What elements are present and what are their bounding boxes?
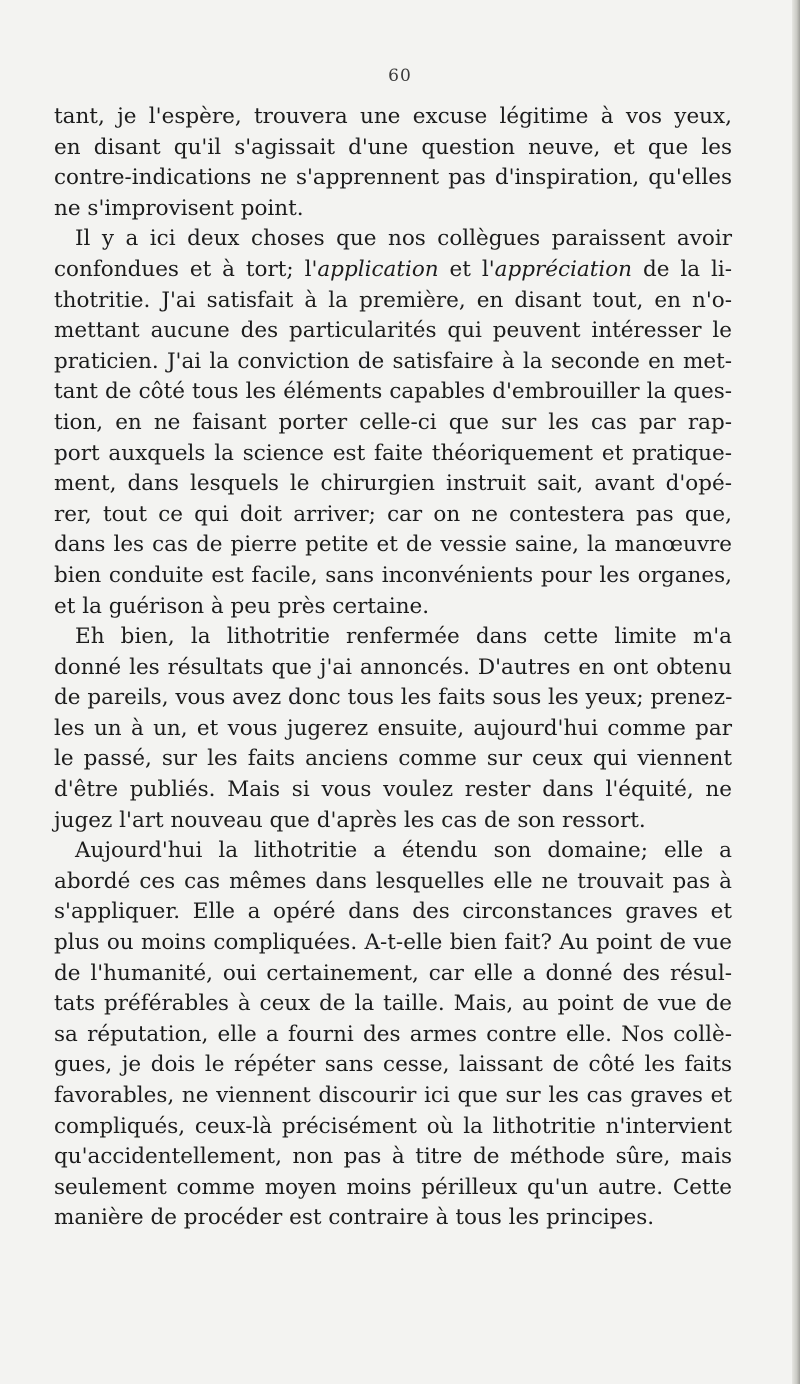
text-line: favorables, ne viennent discourir ici que sur les cas graves et [54,1083,732,1108]
italic-term-application: application [317,256,439,282]
text-line: Aujourd'hui la lithotritie a étendu son domaine; elle a [75,838,732,864]
text-line: manière de procéder est contraire à tous les principes. [54,1205,655,1231]
text-line: tant de côté tous les éléments capables d'embrouiller la ques- [54,379,732,405]
text-line: jugez l'art nouveau que d'après les cas de son ressort. [54,807,646,833]
text-line: dans les cas de pierre petite et de vessie saine, la manœuvre [54,532,732,558]
text-fragment: et l' [438,256,495,282]
text-line: de l'humanité, oui certainement, car elle a donné des résul- [54,960,732,986]
text-line: s'appliquer. Elle a opéré dans des circonstances graves et [54,899,732,925]
text-line: donné les résultats que j'ai annoncés. D'autres en ont obtenu [54,654,732,680]
text-line: d'être publiés. Mais si vous voulez rester dans l'équité, ne [54,777,732,803]
text-line: praticien. J'ai la conviction de satisfaire à la seconde en met- [54,348,732,374]
text-line: Eh bien, la lithotritie renfermée dans cette limite m'a [75,624,732,650]
text-line: tats préférables à ceux de la taille. Mais, au point de vue de [54,991,732,1017]
text-line: thotritie. J'ai satisfait à la première, en disant tout, en n'o- [54,287,732,313]
text-fragment: confondues et à tort; l' [54,256,318,282]
page-edge-shadow [792,0,800,1384]
text-line: sa réputation, elle a fourni des armes contre elle. Nos collè- [54,1021,732,1047]
page-number: 60 [388,66,412,86]
text-line: gues, je dois le répéter sans cesse, laissant de côté les faits [54,1052,732,1078]
text-line-with-italics [54,255,732,286]
text-fragment: de la li- [632,256,732,282]
text-line: qu'accidentellement, non pas à titre de méthode sûre, mais [54,1144,732,1170]
text-line: et la guérison à peu près certaine. [54,593,430,619]
text-line: les un à un, et vous jugerez ensuite, aujourd'hui comme par [54,715,732,741]
text-line: le passé, sur les faits anciens comme sur ceux qui viennent [54,746,732,772]
italic-term-appreciation: appréciation [494,256,633,282]
text-line: compliqués, ceux-là précisément où la lithotritie n'intervient [54,1113,732,1139]
text-line: tion, en ne faisant porter celle-ci que sur les cas par rap- [54,409,732,435]
text-line: plus ou moins compliquées. A-t-elle bien fait? Au point de vue [54,930,732,956]
text-line: port auxquels la science est faite théoriquement et pratique- [54,440,732,466]
text-line: rer, tout ce qui doit arriver; car on ne contestera pas que, [54,501,732,527]
text-line: ne s'improvisent point. [54,195,304,221]
text-line: en disant qu'il s'agissait d'une question neuve, et que les [54,134,732,160]
text-line: Il y a ici deux choses que nos collègues paraissent avoir [75,226,732,252]
text-line: mettant aucune des particularités qui peuvent intéresser le [54,318,732,344]
text-line: seulement comme moyen moins périlleux qu'un autre. Cette [54,1174,732,1200]
text-line: ment, dans lesquels le chirurgien instruit sait, avant d'opé- [54,471,732,497]
text-line: tant, je l'espère, trouvera une excuse légitime à vos yeux, [54,104,732,129]
text-line: bien conduite est facile, sans inconvénients pour les organes, [54,562,732,588]
text-line: abordé ces cas mêmes dans lesquelles elle ne trouvait pas à [54,868,732,894]
text-line: contre-indications ne s'apprennent pas d'inspiration, qu'elles [54,165,732,191]
text-line: de pareils, vous avez donc tous les faits sous les yeux; prenez- [54,685,733,711]
body-text [54,102,732,1234]
